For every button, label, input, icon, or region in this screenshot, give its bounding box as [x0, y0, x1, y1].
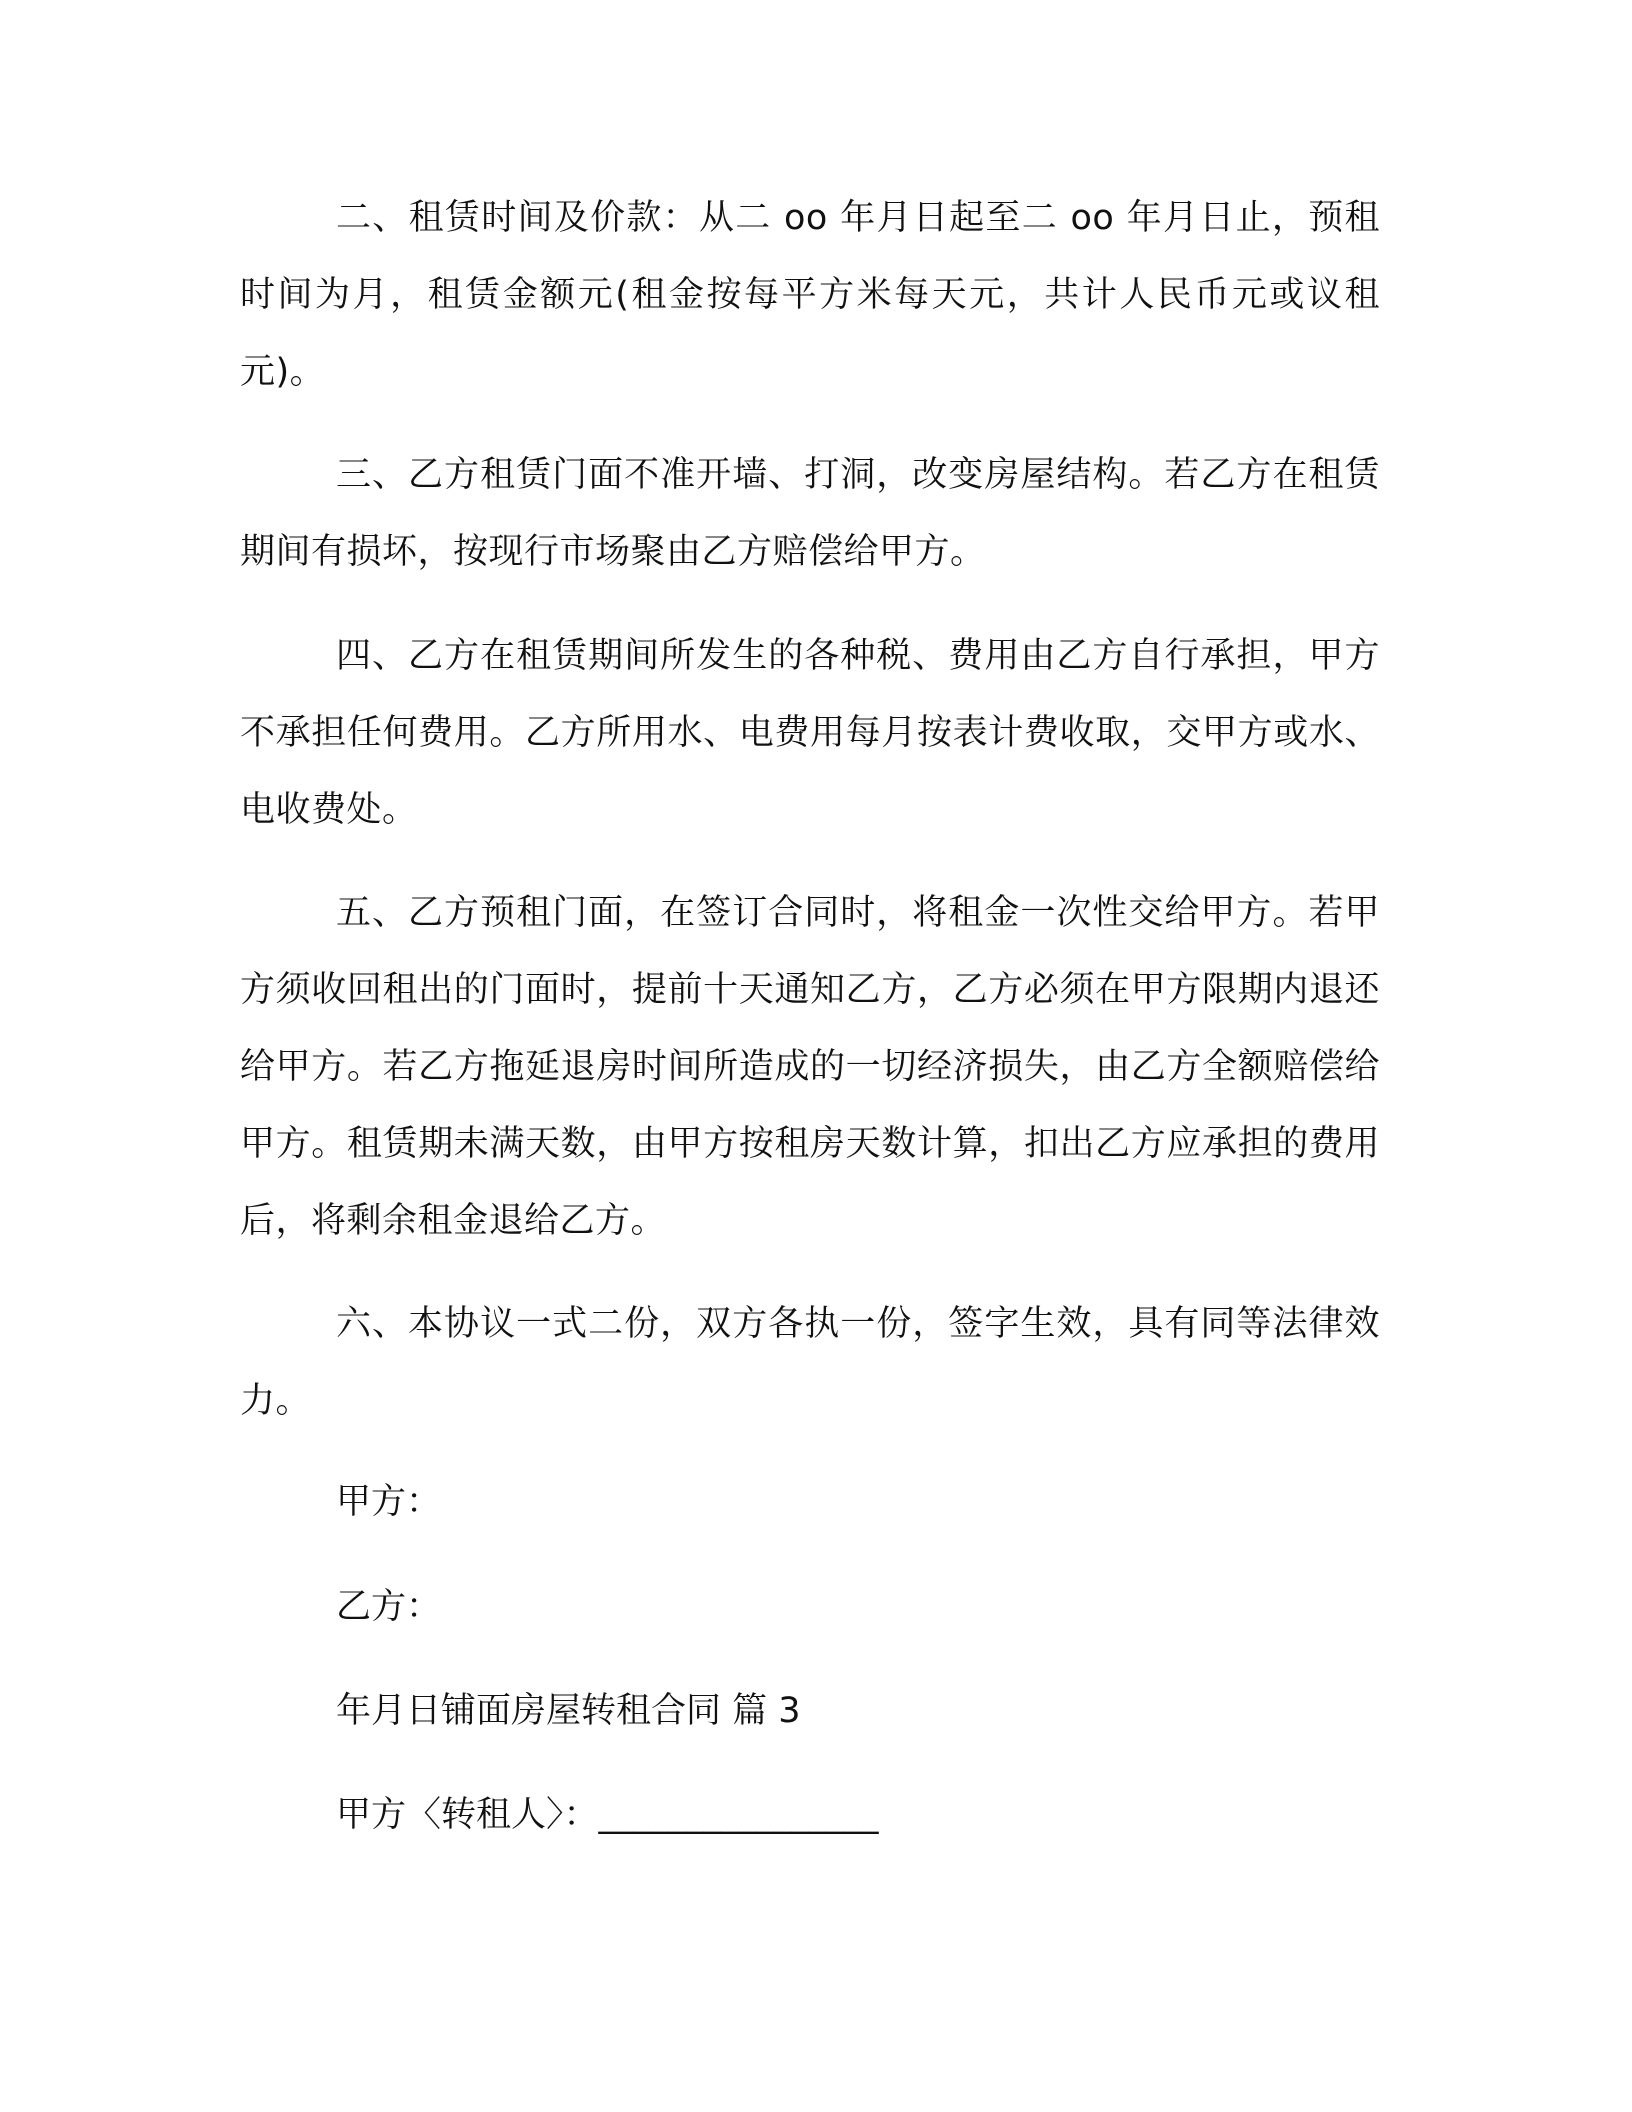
clause-4-paragraph: 四、乙方在租赁期间所发生的各种税、费用由乙方自行承担，甲方不承担任何费用。乙方所用水、电费用每月按表计费收取，交甲方或水、电收费处。 — [240, 636, 1380, 830]
clause-6-paragraph: 六、本协议一式二份，双方各执一份，签字生效，具有同等法律效力。 — [240, 1304, 1380, 1421]
sublessor-field-label: 甲方〈转租人〉：________________ — [336, 1795, 879, 1835]
section-title: 年月日铺面房屋转租合同 篇 3 — [336, 1691, 801, 1731]
party-b-signature-label: 乙方： — [336, 1587, 442, 1627]
clause-5-paragraph: 五、乙方预租门面，在签订合同时，将租金一次性交给甲方。若甲方须收回租出的门面时，提前十天通知乙方，乙方必须在甲方限期内退还给甲方。若乙方拖延退房时间所造成的一切经济损失，由乙方全额赔偿给甲方。租赁期未满天数，由甲方按租房天数计算，扣出乙方应承担的费用后，将剩余租金退给乙方。 — [240, 893, 1380, 1241]
clause-2-paragraph: 二、租赁时间及价款：从二 oo 年月日起至二 oo 年月日止，预租时间为月，租赁金额元(租金按每平方米每天元，共计人民币元或议租元)。 — [240, 198, 1380, 392]
party-a-signature-label: 甲方： — [336, 1482, 442, 1522]
clause-3-paragraph: 三、乙方租赁门面不准开墙、打洞，改变房屋结构。若乙方在租赁期间有损坏，按现行市场聚由乙方赔偿给甲方。 — [240, 455, 1380, 572]
